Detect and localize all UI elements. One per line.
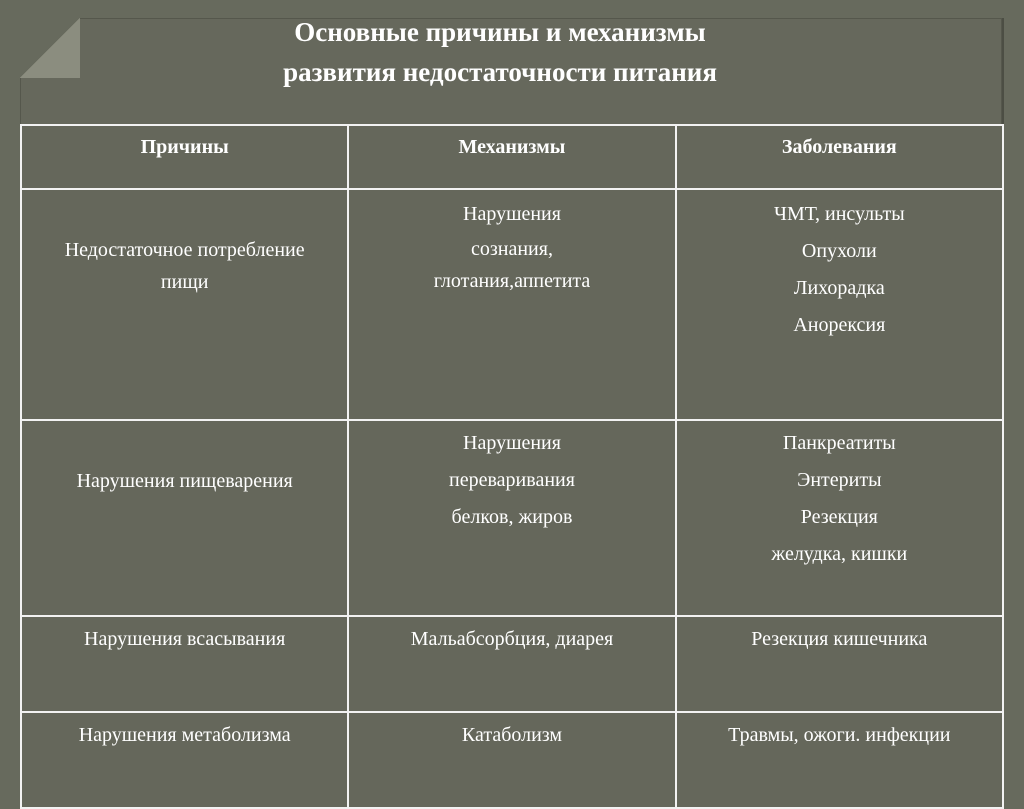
header-causes: Причины (21, 125, 348, 189)
table-row (21, 712, 1003, 808)
mechanism-line: Катаболизм (461, 724, 563, 746)
mechanism-line: Нарушения (463, 432, 561, 454)
disease-line: Энтериты (797, 469, 882, 491)
mechanism-line: переваривания (449, 469, 575, 491)
mechanism-cell (348, 712, 675, 808)
mechanism-cell (348, 616, 675, 712)
diseases-cell (676, 189, 1003, 420)
disease-line: ЧМТ, инсульты (774, 203, 905, 225)
mechanism-cell (348, 189, 675, 420)
header-diseases: Заболевания (676, 125, 1003, 189)
disease-line: желудка, кишки (771, 543, 908, 565)
table-row (21, 616, 1003, 712)
mechanism-line: Нарушения (463, 203, 561, 225)
cause-line: пищи (160, 271, 209, 293)
cause-cell (21, 420, 348, 616)
table-row (21, 420, 1003, 616)
mechanism-cell (348, 420, 675, 616)
title-line-2: развития недостаточности питания (283, 57, 717, 87)
cause-line: Нарушения пищеварения (76, 470, 293, 492)
diseases-cell (676, 420, 1003, 616)
cause-cell (21, 616, 348, 712)
header-mechanisms: Механизмы (348, 125, 675, 189)
cause-line: Нарушения метаболизма (78, 724, 291, 746)
disease-line: Опухоли (801, 240, 877, 262)
cause-cell (21, 189, 348, 420)
disease-line: Анорексия (793, 314, 886, 336)
disease-line: Травмы, ожоги. инфекции (728, 724, 951, 746)
disease-line: Резекция кишечника (751, 628, 928, 650)
cause-line: Нарушения всасывания (84, 628, 286, 650)
slide-title (10, 12, 990, 92)
table-header-row (21, 125, 1003, 189)
causes-table (20, 124, 1004, 809)
mechanism-line: белков, жиров (451, 506, 573, 528)
table-row (21, 189, 1003, 420)
disease-line: Лихорадка (793, 277, 885, 299)
diseases-cell (676, 712, 1003, 808)
mechanism-line: сознания, (471, 238, 553, 260)
title-line-1: Основные причины и механизмы (294, 17, 706, 47)
cause-line: Недостаточное потребление (64, 239, 305, 261)
disease-line: Панкреатиты (782, 432, 896, 454)
disease-line: Резекция (800, 506, 878, 528)
diseases-cell (676, 616, 1003, 712)
mechanism-line: Мальабсорбция, диарея (410, 628, 614, 650)
mechanism-line: глотания,аппетита (433, 270, 591, 292)
cause-cell (21, 712, 348, 808)
